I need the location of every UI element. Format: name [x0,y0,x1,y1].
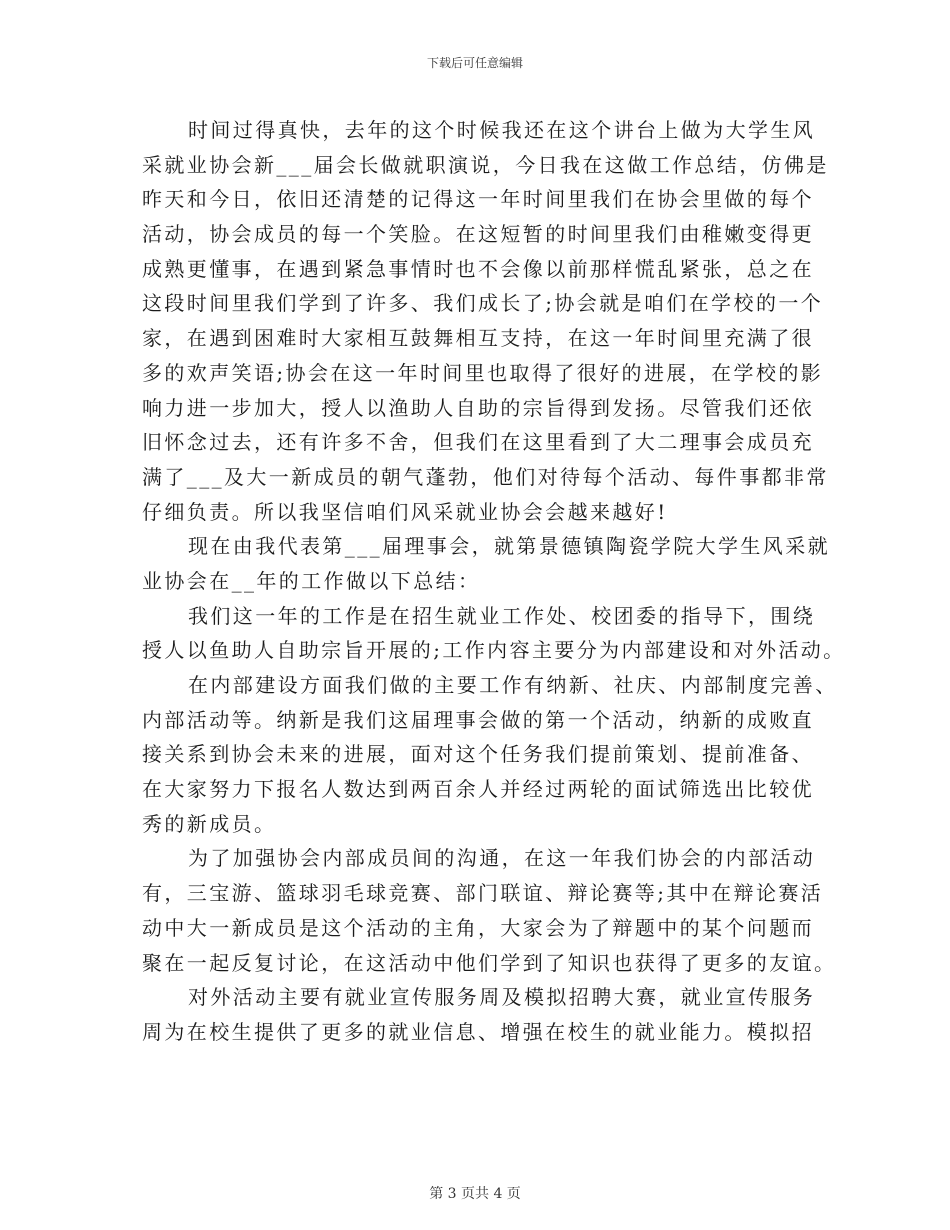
paragraph-line: 周为在校生提供了更多的就业信息、增强在校生的就业能力。模拟招 [142,1019,814,1044]
page-header: 下载后可任意编辑 [426,56,523,70]
paragraph-line: 秀的新成员。 [142,811,277,836]
paragraph-line: 内部活动等。纳新是我们这届理事会做的第一个活动，纳新的成败直 [142,707,814,732]
paragraph-line: 家，在遇到困难时大家相互鼓舞相互支持，在这一年时间里充满了很 [142,326,814,351]
paragraph-line: 业协会在__年的工作做以下总结： [142,568,481,593]
paragraph-line: 响力进一步加大，授人以渔助人自助的宗旨得到发扬。尽管我们还依 [142,395,814,420]
paragraph-line: 有，三宝游、篮球羽毛球竞赛、部门联谊、辩论赛等;其中在辩论赛活 [142,881,824,906]
paragraph-line: 仔细负责。所以我坚信咱们风采就业协会会越来越好! [142,499,668,524]
paragraph-line: 对外活动主要有就业宣传服务周及模拟招聘大赛，就业宣传服务 [188,985,816,1010]
paragraph-line: 成熟更懂事，在遇到紧急事情时也不会像以前那样慌乱紧张，总之在 [142,256,814,281]
paragraph-line: 这段时间里我们学到了许多、我们成长了;协会就是咱们在学校的一个 [142,291,824,316]
paragraph-line: 在内部建设方面我们做的主要工作有纳新、社庆、内部制度完善、 [188,673,838,697]
paragraph-line: 采就业协会新___届会长做就职演说，今日我在这做工作总结，仿佛是 [142,152,829,177]
paragraph-line: 授人以鱼助人自助宗旨开展的;工作内容主要分为内部建设和对外活动。 [142,638,846,663]
paragraph-line: 为了加强协会内部成员间的沟通，在这一年我们协会的内部活动 [188,846,816,871]
paragraph-line: 多的欢声笑语;协会在这一年时间里也取得了很好的进展，在学校的影 [142,360,824,385]
paragraph-line: 接关系到协会未来的进展，面对这个任务我们提前策划、提前准备、 [142,742,814,767]
paragraph-line: 动中大一新成员是这个活动的主角，大家会为了辩题中的某个问题而 [142,915,814,940]
paragraph-line: 旧怀念过去，还有许多不舍，但我们在这里看到了大二理事会成员充 [142,430,814,455]
paragraph-line: 活动，协会成员的每一个笑脸。在这短暂的时间里我们由稚嫩变得更 [142,222,814,247]
paragraph-line: 昨天和今日，依旧还清楚的记得这一年时间里我们在协会里做的每个 [142,187,814,212]
document-body [142,113,846,1050]
paragraph-line: 在大家努力下报名人数达到两百余人并经过两轮的面试筛选出比较优 [142,777,814,802]
paragraph-line: 满了___及大一新成员的朝气蓬勃，他们对待每个活动、每件事都非常 [142,464,829,489]
paragraph-line: 我们这一年的工作是在招生就业工作处、校团委的指导下，围绕 [188,603,816,628]
paragraph-line: 时间过得真快，去年的这个时候我还在这个讲台上做为大学生风 [188,118,816,142]
page-number: 第 3 页共 4 页 [429,1186,521,1202]
paragraph-line: 现在由我代表第___届理事会，就第景德镇陶瓷学院大学生风采就 [188,534,830,559]
paragraph-line: 聚在一起反复讨论，在这活动中他们学到了知识也获得了更多的友谊。 [142,950,837,975]
